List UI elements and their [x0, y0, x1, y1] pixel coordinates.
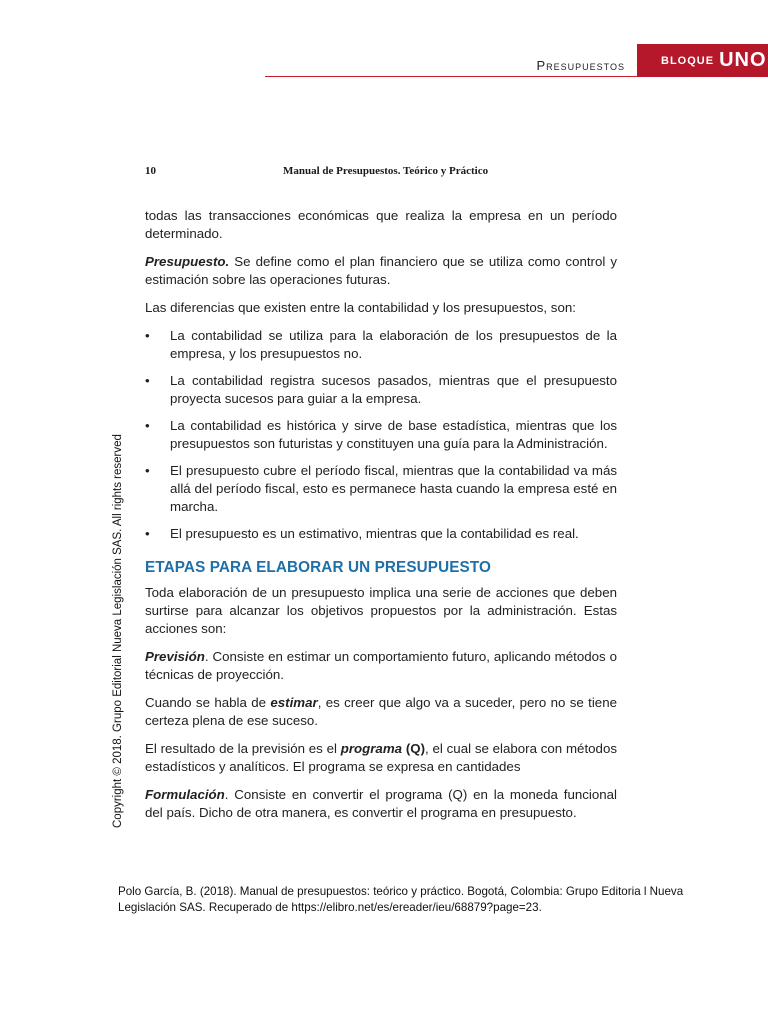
block-badge [637, 44, 768, 77]
differences-intro: Las diferencias que existen entre la contabilidad y los presupuestos, son: [145, 300, 576, 315]
section-heading: ETAPAS PARA ELABORAR UN PRESUPUESTO [145, 559, 492, 576]
estimar-paragraph [145, 694, 617, 730]
copyright-notice: Copyright © 2018. Grupo Editorial Nueva Legislación SAS. All rights reserved [112, 434, 124, 828]
document-page [145, 165, 617, 832]
prevision-definition [145, 648, 617, 684]
term-presupuesto: Presupuesto. [145, 254, 230, 269]
block-label-big: UNO [719, 49, 767, 71]
list-item [145, 327, 617, 363]
term-estimar: estimar [270, 695, 318, 710]
running-header [145, 165, 617, 181]
bullet-icon: • [145, 526, 150, 541]
presupuesto-definition [145, 253, 617, 289]
list-item-text: La contabilidad se utiliza para la elaboración de los presupuestos de la empresa, y los presupuestos no. [170, 328, 617, 361]
section-title: Presupuestos [536, 58, 625, 73]
differences-list [145, 327, 617, 543]
estimar-after-text: , es creer que algo va a suceder, pero no se tiene certeza plena de ese suceso. [145, 695, 617, 728]
block-label-small: BLOQUE [661, 54, 715, 67]
list-item-text: La contabilidad es histórica y sirve de base estadística, mientras que los presupuestos son futuristas y constituyen una guía para la Administración. [170, 418, 617, 451]
resultado-paragraph [145, 740, 617, 776]
presupuesto-def-text: Se define como el plan financiero que se utiliza como control y estimación sobre las operaciones futuras. [145, 254, 617, 287]
formulacion-def-text: . Consiste en convertir el programa (Q) en la moneda funcional del país. Dicho de otra manera, es convertir el programa en presupuesto. [145, 787, 617, 820]
bullet-icon: • [145, 328, 150, 343]
list-item-text: La contabilidad registra sucesos pasados, mientras que el presupuesto proyecta sucesos para guiar a la empresa. [170, 373, 617, 406]
list-item [145, 462, 617, 516]
term-q: (Q) [402, 741, 426, 756]
term-prevision: Previsión [145, 649, 205, 664]
header-rule [265, 76, 637, 77]
prevision-def-text: . Consiste en estimar un comportamiento futuro, aplicando métodos o técnicas de proyección. [145, 649, 617, 682]
term-formulacion: Formulación [145, 787, 225, 802]
list-item [145, 525, 617, 543]
list-item-text: El presupuesto cubre el período fiscal, mientras que la contabilidad va más allá del período fiscal, esto es permanece hasta cuando la empresa esté en marcha. [170, 463, 617, 514]
citation: Polo García, B. (2018). Manual de presupuestos: teórico y práctico. Bogotá, Colombia: Grupo Editoria l Nueva Legislación SAS. Recuperado de https://elibro.net/es/ereader/ieu/68879?page=23. [118, 885, 684, 914]
section-intro: Toda elaboración de un presupuesto implica una serie de acciones que deben surtirse para alcanzar los objetivos propuestos por la administración. Estas acciones son: [145, 585, 617, 636]
list-item [145, 417, 617, 453]
estimar-before-text: Cuando se habla de [145, 695, 271, 710]
list-item [145, 372, 617, 408]
bullet-icon: • [145, 418, 150, 433]
bullet-icon: • [145, 463, 150, 478]
page-number: 10 [145, 165, 156, 177]
formulacion-definition [145, 786, 617, 822]
resultado-after-text: , el cual se elabora con métodos estadísticos y analíticos. El programa se expresa en cantidades [145, 741, 617, 774]
term-programa: programa [340, 741, 403, 756]
bullet-icon: • [145, 373, 150, 388]
list-item-text: El presupuesto es un estimativo, mientras que la contabilidad es real. [170, 526, 579, 541]
resultado-before-text: El resultado de la previsión es el [145, 741, 341, 756]
running-title: Manual de Presupuestos. Teórico y Práctico [283, 165, 489, 177]
intro-continuation: todas las transacciones económicas que realiza la empresa en un período determinado. [145, 208, 617, 241]
